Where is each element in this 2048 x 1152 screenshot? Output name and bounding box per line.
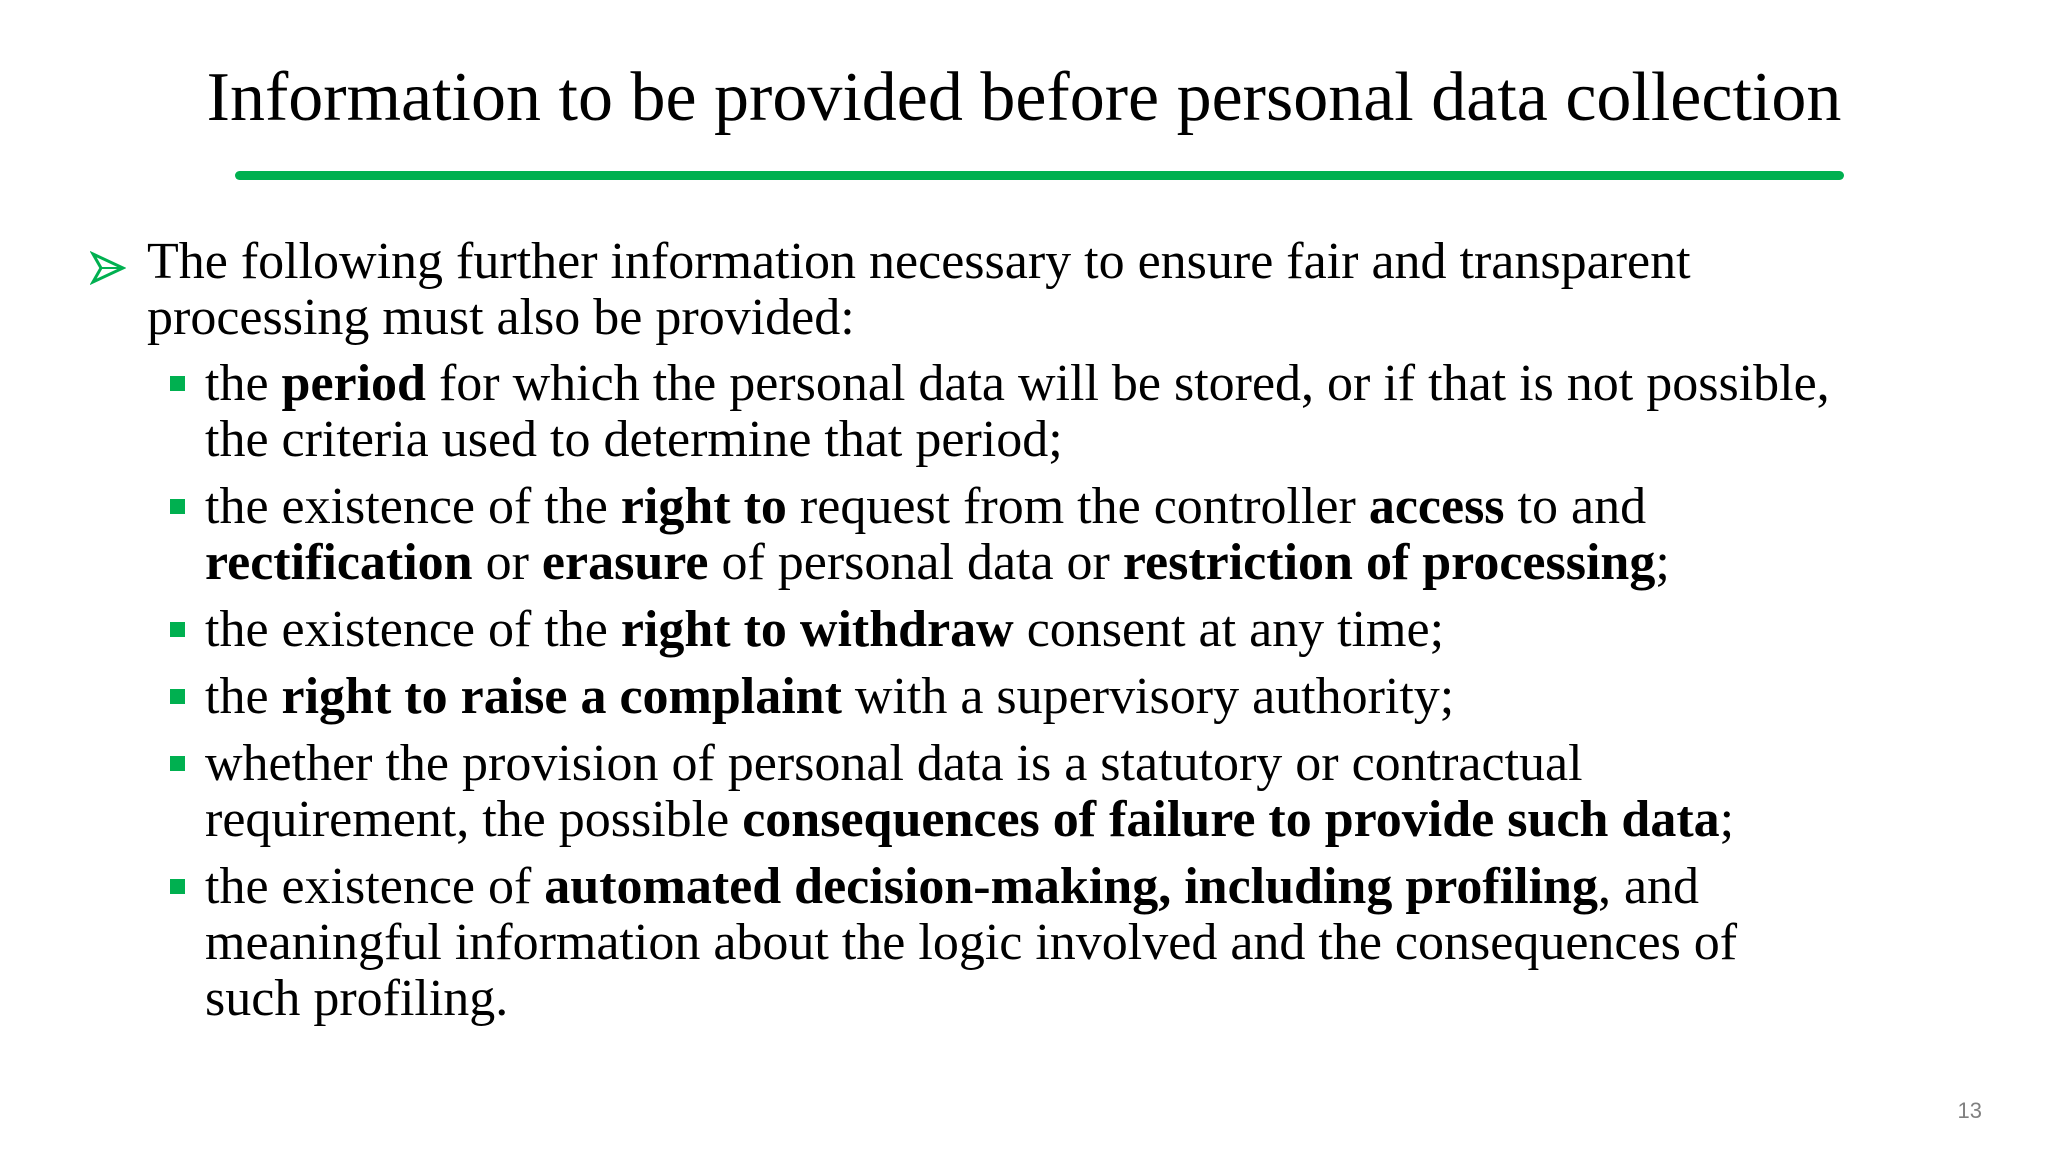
item-text: or (472, 534, 542, 591)
item-bold-text: automated decision-making, including profiling (544, 858, 1598, 915)
item-text: to and (1504, 478, 1647, 535)
square-bullet-icon (170, 622, 185, 637)
item-text: such profiling. (205, 970, 509, 1027)
square-bullet-icon (170, 499, 185, 514)
list-item (170, 479, 2030, 591)
item-bold-text: access (1368, 478, 1505, 535)
item-bold-text: consequences of failure to provide such data (742, 791, 1720, 848)
item-text: for which the personal data will be stored, or if that is not possible, (425, 355, 1830, 412)
item-text: the existence of (205, 858, 545, 915)
item-text: ; (1655, 534, 1670, 591)
main-bullet-line-1: The following further information necessary to ensure fair and transparent (147, 233, 1691, 290)
item-text: with a supervisory authority; (841, 668, 1455, 725)
item-text: of personal data or (708, 534, 1123, 591)
list-item (170, 356, 2030, 468)
item-text: meaningful information about the logic involved and the consequences of (205, 914, 1738, 971)
item-text: the (205, 355, 282, 412)
item-bold-text: right to (620, 478, 787, 535)
list-item (170, 669, 2030, 725)
square-bullet-icon (170, 879, 185, 894)
item-text: the criteria used to determine that period; (205, 411, 1063, 468)
item-text: ; (1719, 791, 1735, 848)
item-text: request from the controller (786, 478, 1369, 535)
item-text: the existence of the (205, 601, 621, 658)
slide-title: Information to be provided before personal data collection (206, 59, 1842, 136)
item-text: consent at any time; (1013, 601, 1445, 658)
list-item (170, 859, 2030, 1027)
square-bullet-icon (170, 756, 185, 771)
arrow-bullet-icon (90, 250, 126, 286)
item-bold-text: rectification (205, 534, 473, 591)
list-item (170, 602, 2030, 658)
page-number: 13 (1957, 1098, 1982, 1123)
item-bold-text: period (281, 355, 426, 412)
item-bold-text: right to raise a complaint (281, 668, 842, 725)
item-bold-text: right to withdraw (620, 601, 1014, 658)
square-bullet-icon (170, 689, 185, 704)
item-text: , and (1597, 858, 1700, 915)
item-text: the (205, 668, 282, 725)
main-bullet-text (147, 234, 1947, 346)
item-text: requirement, the possible (205, 791, 743, 848)
item-bold-text: restriction of processing (1122, 534, 1656, 591)
main-bullet-line-2: processing must also be provided: (147, 289, 855, 346)
square-bullet-icon (170, 376, 185, 391)
item-bold-text: erasure (541, 534, 709, 591)
list-item (170, 736, 2030, 848)
sub-bullet-list (170, 356, 2030, 1038)
item-text: whether the provision of personal data is a statutory or contractual (205, 735, 1583, 792)
item-text: the existence of the (205, 478, 621, 535)
